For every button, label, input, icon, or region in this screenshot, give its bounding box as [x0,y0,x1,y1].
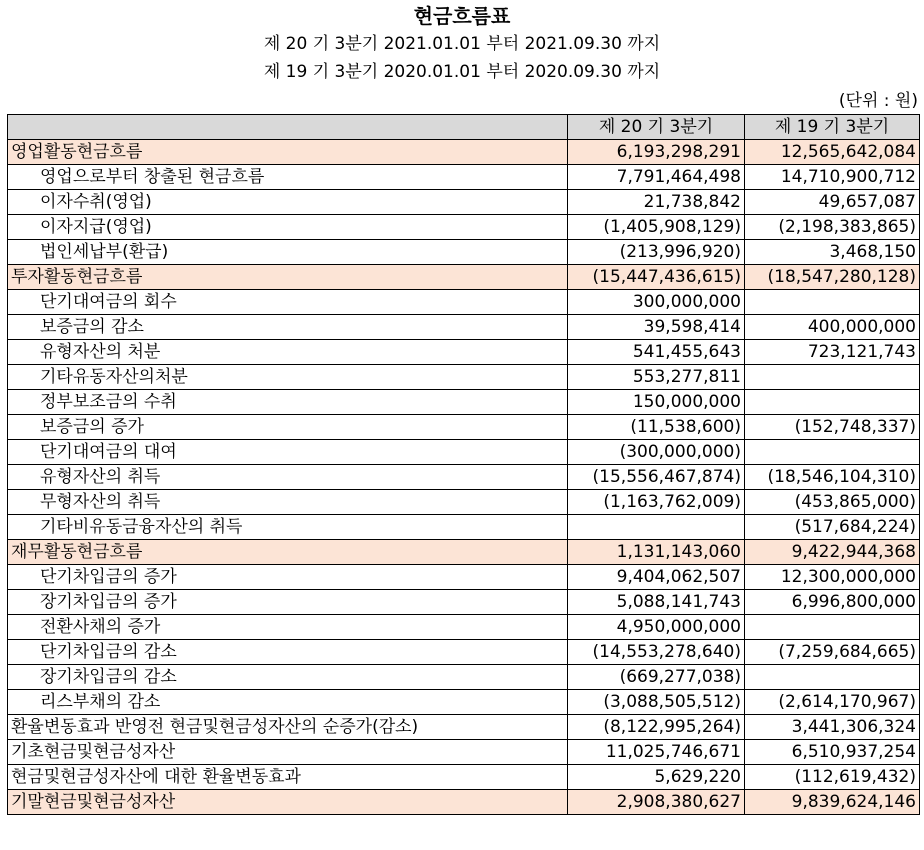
table-row [8,515,920,540]
row-label: 기타유동자산의처분 [8,365,568,390]
current-value: 300,000,000 [568,290,745,315]
row-label: 무형자산의 취득 [8,490,568,515]
prior-value: (152,748,337) [745,415,920,440]
row-label: 단기대여금의 회수 [8,290,568,315]
current-value: (15,556,467,874) [568,465,745,490]
row-label: 영업활동현금흐름 [8,140,568,165]
row-label: 장기차입금의 감소 [8,665,568,690]
prior-value: 49,657,087 [745,190,920,215]
current-value: (11,538,600) [568,415,745,440]
prior-value: 3,468,150 [745,240,920,265]
current-value: 9,404,062,507 [568,565,745,590]
table-row [8,315,920,340]
prior-value [745,440,920,465]
current-value: (8,122,995,264) [568,715,745,740]
prior-value: 3,441,306,324 [745,715,920,740]
current-value: (300,000,000) [568,440,745,465]
current-value: (14,553,278,640) [568,640,745,665]
table-row [8,390,920,415]
current-value: 4,950,000,000 [568,615,745,640]
row-label: 보증금의 증가 [8,415,568,440]
current-value: 6,193,298,291 [568,140,745,165]
prior-value: (7,259,684,665) [745,640,920,665]
prior-value: (517,684,224) [745,515,920,540]
prior-value: (18,547,280,128) [745,265,920,290]
prior-value: (2,614,170,967) [745,690,920,715]
row-label: 현금및현금성자산에 대한 환율변동효과 [8,765,568,790]
row-label: 환율변동효과 반영전 현금및현금성자산의 순증가(감소) [8,715,568,740]
prior-value: (453,865,000) [745,490,920,515]
row-label: 장기차입금의 증가 [8,590,568,615]
table-row [8,615,920,640]
current-value: 5,088,141,743 [568,590,745,615]
table-row [8,490,920,515]
current-value [568,515,745,540]
row-label: 유형자산의 처분 [8,340,568,365]
current-value: 5,629,220 [568,765,745,790]
header-label-cell [8,115,568,140]
table-row [8,290,920,315]
table-row [8,365,920,390]
row-label: 유형자산의 취득 [8,465,568,490]
table-row [8,665,920,690]
row-label: 전환사채의 증가 [8,615,568,640]
unit-label: (단위 : 원) [838,91,918,111]
table-row [8,640,920,665]
current-value: 1,131,143,060 [568,540,745,565]
current-value: 39,598,414 [568,315,745,340]
current-value: 21,738,842 [568,190,745,215]
table-row [8,565,920,590]
table-row [8,240,920,265]
current-value: 553,277,811 [568,365,745,390]
row-label: 투자활동현금흐름 [8,265,568,290]
current-value: (1,163,762,009) [568,490,745,515]
prior-value [745,290,920,315]
current-value: 11,025,746,671 [568,740,745,765]
header-current-period: 제 20 기 3분기 [568,115,745,140]
table-row [8,190,920,215]
table-row [8,715,920,740]
row-label: 이자지급(영업) [8,215,568,240]
prior-value: 723,121,743 [745,340,920,365]
current-value: 150,000,000 [568,390,745,415]
prior-period: 제 19 기 3분기 2020.01.01 부터 2020.09.30 까지 [263,62,661,82]
table-row [8,415,920,440]
current-value: (15,447,436,615) [568,265,745,290]
table-row [8,590,920,615]
header-row [8,115,920,140]
current-value: (213,996,920) [568,240,745,265]
current-value: 541,455,643 [568,340,745,365]
table-row [8,540,920,565]
table-row [8,790,920,815]
row-label: 단기차입금의 감소 [8,640,568,665]
current-period: 제 20 기 3분기 2021.01.01 부터 2021.09.30 까지 [263,34,661,54]
prior-value: 12,300,000,000 [745,565,920,590]
prior-value: 12,565,642,084 [745,140,920,165]
prior-value: 6,996,800,000 [745,590,920,615]
row-label: 영업으로부터 창출된 현금흐름 [8,165,568,190]
prior-value: 9,422,944,368 [745,540,920,565]
row-label: 기말현금및현금성자산 [8,790,568,815]
current-value: (1,405,908,129) [568,215,745,240]
table-row [8,740,920,765]
row-label: 법인세납부(환급) [8,240,568,265]
prior-value: (18,546,104,310) [745,465,920,490]
prior-value: 400,000,000 [745,315,920,340]
prior-value: 14,710,900,712 [745,165,920,190]
prior-value [745,665,920,690]
row-label: 이자수취(영업) [8,190,568,215]
row-label: 정부보조금의 수취 [8,390,568,415]
table-row [8,265,920,290]
header-prior-period: 제 19 기 3분기 [745,115,920,140]
table-row [8,215,920,240]
prior-value: (2,198,383,865) [745,215,920,240]
prior-value: 9,839,624,146 [745,790,920,815]
prior-value: (112,619,432) [745,765,920,790]
cash-flow-table [7,114,920,815]
prior-value [745,365,920,390]
table-row [8,690,920,715]
statement-title: 현금흐름표 [413,4,511,28]
current-value: 7,791,464,498 [568,165,745,190]
table-row [8,165,920,190]
table-row [8,465,920,490]
table-row [8,440,920,465]
row-label: 리스부채의 감소 [8,690,568,715]
prior-value [745,390,920,415]
current-value: (3,088,505,512) [568,690,745,715]
row-label: 단기차입금의 증가 [8,565,568,590]
row-label: 보증금의 감소 [8,315,568,340]
row-label: 재무활동현금흐름 [8,540,568,565]
row-label: 단기대여금의 대여 [8,440,568,465]
row-label: 기초현금및현금성자산 [8,740,568,765]
current-value: 2,908,380,627 [568,790,745,815]
table-row [8,340,920,365]
prior-value: 6,510,937,254 [745,740,920,765]
prior-value [745,615,920,640]
current-value: (669,277,038) [568,665,745,690]
row-label: 기타비유동금융자산의 취득 [8,515,568,540]
table-row [8,765,920,790]
table-row [8,140,920,165]
